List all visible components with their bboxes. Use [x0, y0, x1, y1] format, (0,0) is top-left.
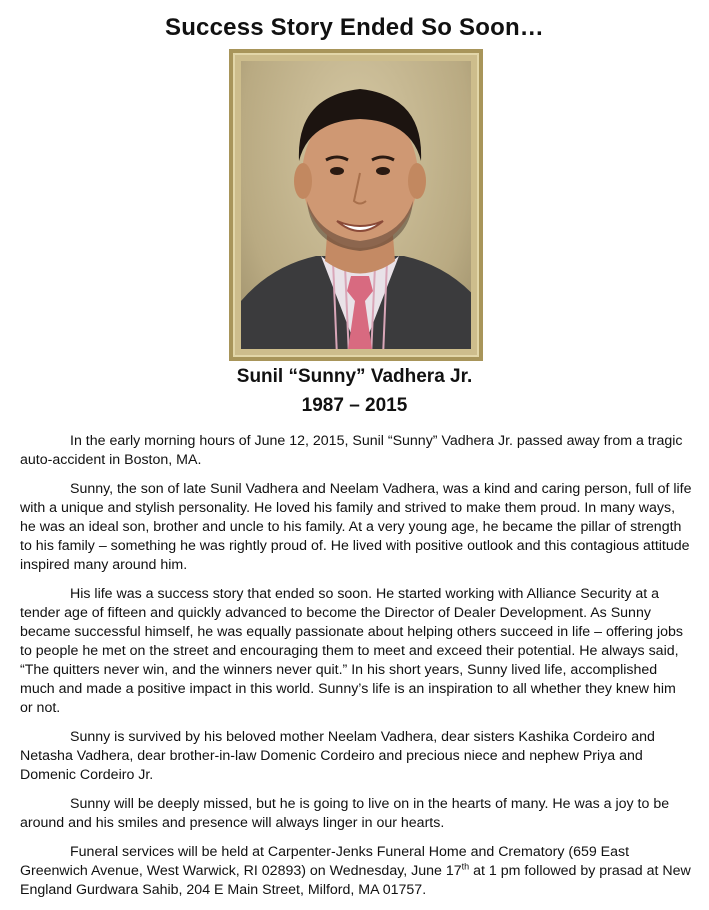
page-title: Success Story Ended So Soon…	[164, 14, 545, 41]
paragraph-passing: In the early morning hours of June 12, 2015, Sunil “Sunny” Vadhera Jr. passed away from a tragic auto-accident in Boston, MA.	[20, 433, 683, 468]
paragraph-family: Sunny, the son of late Sunil Vadhera and Neelam Vadhera, was a kind and caring person, full of life with a unique and stylish personality. He loved his family and strived to make them proud. In many ways, he was an ideal son, brother and uncle to his family. At a very young age, he became the pillar of strength to his family – something he was rightly proud of. He lived with positive outlook and this contagious attitude inspired many around him.	[20, 481, 692, 573]
paragraph-funeral	[20, 843, 692, 900]
funeral-text-end: at 1 pm followed by prasad at New England Gurdwara Sahib, 204 E Main Street, Milford, MA 01757.	[20, 863, 691, 898]
paragraph-survivors: Sunny is survived by his beloved mother Neelam Vadhera, dear sisters Kashika Cordeiro and Netasha Vadhera, dear brother-in-law Domenic Cordeiro and precious niece and nephew Priya and Domenic Cordeiro Jr.	[20, 729, 655, 783]
portrait-frame	[229, 49, 483, 361]
deceased-name: Sunil “Sunny” Vadhera Jr.	[236, 366, 473, 387]
date-suffix: th	[461, 861, 470, 872]
obituary-body	[20, 432, 692, 910]
portrait-illustration	[241, 61, 471, 349]
life-years: 1987 – 2015	[301, 395, 408, 416]
portrait-photo	[241, 61, 471, 349]
paragraph-remembrance: Sunny will be deeply missed, but he is going to live on in the hearts of many. He was a joy to be around and his smiles and presence will always linger in our hearts.	[20, 796, 670, 831]
funeral-text-start: Funeral services will be held at Carpenter-Jenks Funeral Home and Crematory (659 East Greenwich Avenue, West Warwick, RI 02893) on Wednesday, June 17	[20, 844, 630, 879]
paragraph-career: His life was a success story that ended so soon. He started working with Alliance Security at a tender age of fifteen and quickly advanced to become the Director of Dealer Development. As Sunny became successful himself, he was equally passionate about helping others succeed in life – offering jobs to people he met on the street and encouraging them to meet and exceed their potential. He always said, “The quitters never win, and the winners never quit.” In his short years, Sunny lived life, accomplished much and made a positive impact in this world. Sunny’s life is an inspiration to all whether they knew him or not.	[20, 586, 684, 716]
